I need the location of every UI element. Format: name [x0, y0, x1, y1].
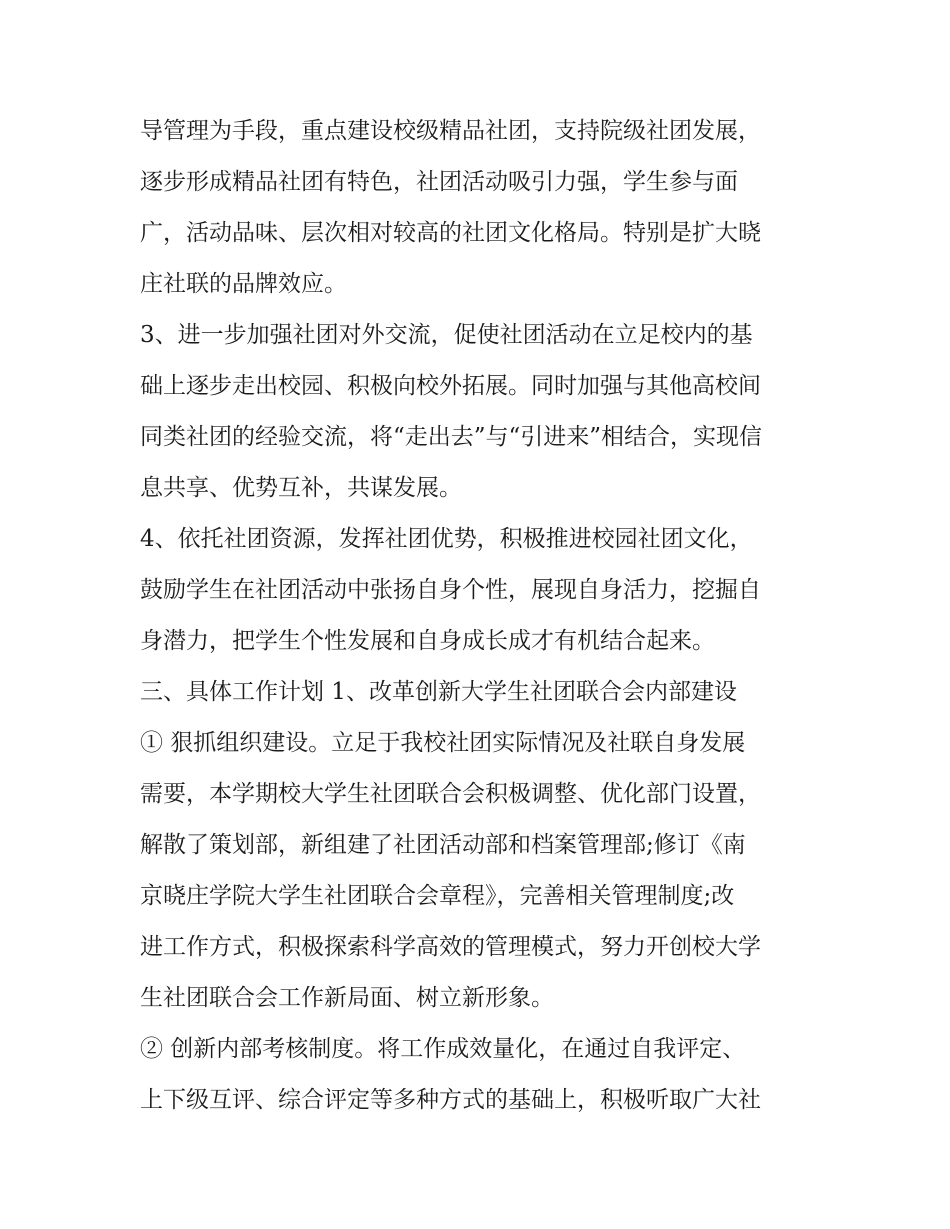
text-line: 广，活动品味、层次相对较高的社团文化格局。特别是扩大晓 — [140, 220, 761, 246]
text-line: 息共享、优势互补，共谋发展。 — [140, 475, 462, 501]
text-line: 京晓庄学院大学生社团联合会章程》，完善相关管理制度;改 — [140, 883, 735, 909]
text-line: 鼓励学生在社团活动中张扬自身个性，展现自身活力，挖掘自 — [140, 577, 761, 603]
text-line: 解散了策划部，新组建了社团活动部和档案管理部;修订《南 — [140, 832, 746, 858]
text-line: 逐步形成精品社团有特色，社团活动吸引力强，学生参与面 — [140, 169, 738, 195]
text-line: ① 狠抓组织建设。立足于我校社团实际情况及社联自身发展 — [140, 730, 746, 756]
text-line: 4、依托社团资源，发挥社团优势，积极推进校园社团文化， — [140, 526, 753, 552]
text-line: 3、进一步加强社团对外交流，促使社团活动在立足校内的基 — [140, 322, 753, 348]
text-line: 需要，本学期校大学生社团联合会积极调整、优化部门设置， — [140, 781, 761, 807]
text-line: 庄社联的品牌效应。 — [140, 271, 347, 297]
text-line: 导管理为手段，重点建设校级精品社团，支持院级社团发展， — [140, 118, 761, 144]
text-line: 生社团联合会工作新局面、树立新形象。 — [140, 985, 554, 1011]
text-line: 进工作方式，积极探索科学高效的管理模式，努力开创校大学 — [140, 934, 761, 960]
text-line: 础上逐步走出校园、积极向校外拓展。同时加强与其他高校间 — [140, 373, 761, 399]
section-heading-line: 三、具体工作计划 1、改革创新大学生社团联合会内部建设 — [140, 679, 737, 705]
text-line: ② 创新内部考核制度。将工作成效量化，在通过自我评定、 — [140, 1036, 746, 1062]
text-line: 上下级互评、综合评定等多种方式的基础上，积极听取广大社 — [140, 1087, 761, 1113]
text-line: 同类社团的经验交流，将“走出去”与“引进来”相结合，实现信 — [140, 424, 763, 450]
text-line: 身潜力，把学生个性发展和自身成长成才有机结合起来。 — [140, 628, 715, 654]
document-body — [140, 106, 830, 1126]
